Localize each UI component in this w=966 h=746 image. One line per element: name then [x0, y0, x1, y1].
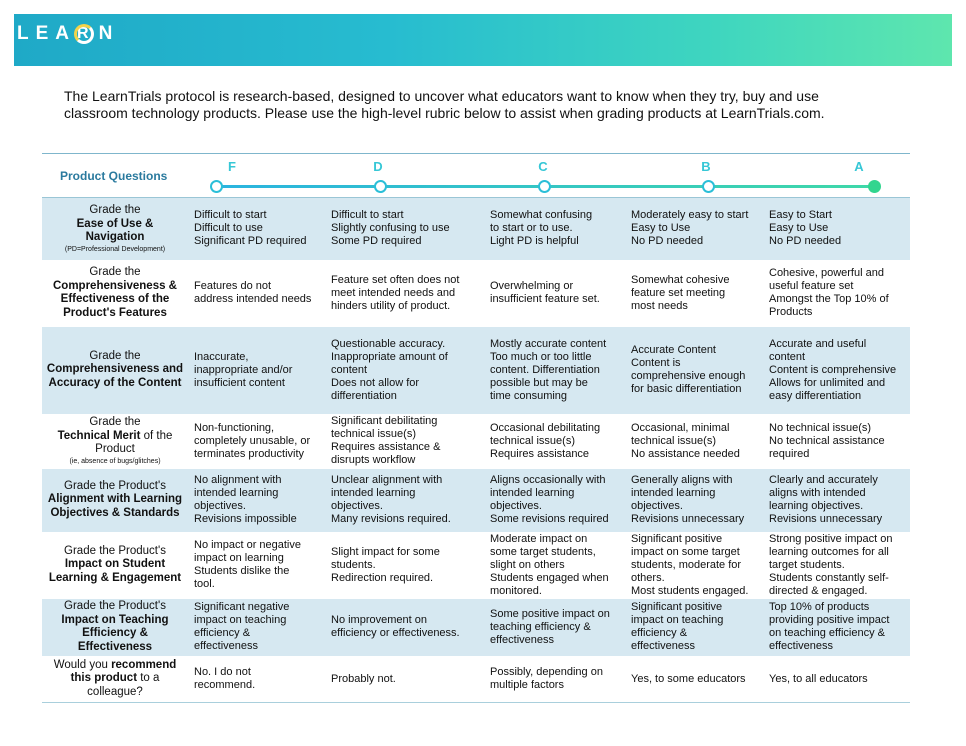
question-cell [42, 260, 188, 326]
question-cell [42, 326, 188, 414]
grade-cell-c: Possibly, depending on multiple factors [484, 656, 625, 702]
grade-cell-b: Somewhat cohesive feature set meeting most needs [625, 260, 763, 326]
grade-cell-c: Aligns occasionally with intended learning objectives. Some revisions required [484, 468, 625, 532]
question-criterion: Comprehensiveness and Accuracy of the Content [46, 363, 184, 389]
grade-label-f: F [228, 159, 236, 174]
grade-dot-b [702, 180, 715, 193]
grade-dot-d [374, 180, 387, 193]
grade-cell-a: Strong positive impact on learning outcomes for all target students. Students constantly self- directed & engaged. [763, 532, 910, 598]
question-note: (ie, absence of bugs/glitches) [69, 457, 161, 465]
grade-cell-c: Overwhelming or insufficient feature set. [484, 260, 625, 326]
grade-cell-b: Moderately easy to start Easy to Use No PD needed [625, 198, 763, 260]
grade-cell-b: Occasional, minimal technical issue(s) No assistance needed [625, 414, 763, 468]
grade-cell-b: Significant positive impact on teaching efficiency & effectiveness [625, 598, 763, 656]
rubric-row [42, 598, 910, 656]
question-criterion: Ease of Use & Navigation [76, 217, 154, 243]
grade-cell-a: Cohesive, powerful and useful feature set Amongst the Top 10% of Products [763, 260, 910, 326]
grade-cell-d: Unclear alignment with intended learning objectives. Many revisions required. [325, 468, 484, 532]
question-suffix: to a colleague? [87, 672, 160, 698]
grade-cell-c: Occasional debilitating technical issue(s) Requires assistance [484, 414, 625, 468]
question-criterion: Technical Merit [57, 429, 141, 442]
rubric-top-rule [42, 153, 910, 154]
question-criterion: recommend this product [70, 658, 177, 685]
learn-logo: LEA R N [17, 23, 120, 44]
rubric-row [42, 260, 910, 326]
grade-cell-a: No technical issue(s) No technical assistance required [763, 414, 910, 468]
grade-cell-b: Accurate Content Content is comprehensive enough for basic differentiation [625, 326, 763, 414]
question-prefix: Grade the Product's [64, 600, 166, 612]
grade-cell-f: Features do not address intended needs [188, 260, 325, 326]
question-prefix: Grade the [89, 349, 141, 362]
grade-cell-d: No improvement on efficiency or effectiveness. [325, 598, 484, 656]
rubric-row [42, 326, 910, 414]
grade-cell-d: Probably not. [325, 656, 484, 702]
grade-cell-a: Top 10% of products providing positive impact on teaching efficiency & effectiveness [763, 598, 910, 656]
grade-cell-d: Questionable accuracy. Inappropriate amount of content Does not allow for differentiation [325, 326, 484, 414]
question-cell [42, 598, 188, 656]
question-cell [42, 198, 188, 260]
question-criterion: Impact on Teaching Efficiency & Effectiveness [61, 613, 169, 653]
question-criterion: Comprehensiveness & Effectiveness of the Product's Features [53, 279, 177, 319]
question-note: (PD=Professional Development) [64, 245, 166, 253]
grade-cell-a: Yes, to all educators [763, 656, 910, 702]
question-cell [42, 414, 188, 468]
question-prefix: Grade the Product's [64, 479, 166, 492]
question-suffix: of the Product [95, 429, 173, 456]
rubric-row [42, 468, 910, 532]
question-prefix: Grade the Product's [64, 544, 166, 557]
product-questions-header: Product Questions [60, 169, 168, 183]
grade-cell-d: Difficult to start Slightly confusing to use Some PD required [325, 198, 484, 260]
grade-cell-a: Clearly and accurately aligns with intended learning objectives. Revisions unnecessary [763, 468, 910, 532]
rubric-row [42, 656, 910, 702]
question-criterion: Impact on Student Learning & Engagement [48, 558, 182, 584]
grade-cell-b: Yes, to some educators [625, 656, 763, 702]
question-prefix: Grade the [89, 204, 141, 216]
grade-cell-c: Moderate impact on some target students, slight on others Students engaged when monitored. [484, 532, 625, 598]
grade-dot-c [538, 180, 551, 193]
grade-cell-d: Slight impact for some students. Redirection required. [325, 532, 484, 598]
logo-ring-icon [74, 24, 94, 44]
grade-cell-f: No alignment with intended learning objectives. Revisions impossible [188, 468, 325, 532]
rubric-row [42, 532, 910, 598]
question-prefix: Would you [53, 658, 112, 671]
grade-label-c: C [538, 159, 548, 174]
question-cell [42, 656, 188, 702]
grade-cell-d: Significant debilitating technical issue(s) Requires assistance & disrupts workflow [325, 414, 484, 468]
question-criterion: Alignment with Learning Objectives & Standards [47, 493, 183, 519]
grade-label-a: A [854, 159, 864, 174]
grade-cell-c: Some positive impact on teaching efficiency & effectiveness [484, 598, 625, 656]
grade-cell-b: Generally aligns with intended learning objectives. Revisions unnecessary [625, 468, 763, 532]
question-prefix: Grade the [89, 266, 141, 278]
rubric-row [42, 198, 910, 260]
grade-cell-f: No impact or negative impact on learning Students dislike the tool. [188, 532, 325, 598]
grade-cell-f: No. I do not recommend. [188, 656, 325, 702]
grade-cell-a: Easy to Start Easy to Use No PD needed [763, 198, 910, 260]
intro-paragraph: The LearnTrials protocol is research-based, designed to uncover what educators want to know when they try, buy and use classroom technology products. Please use the high-level rubric below to assist when grading products at LearnTrials.com. [64, 88, 825, 121]
header-banner [14, 14, 952, 66]
grade-cell-f: Difficult to start Difficult to use Significant PD required [188, 198, 325, 260]
grade-cell-f: Significant negative impact on teaching efficiency & effectiveness [188, 598, 325, 656]
grading-rubric [42, 153, 910, 701]
grade-cell-a: Accurate and useful content Content is comprehensive Allows for unlimited and easy differentiation [763, 326, 910, 414]
grade-label-b: B [701, 159, 711, 174]
grade-dot-f [210, 180, 223, 193]
rubric-row [42, 414, 910, 468]
grade-cell-c: Somewhat confusing to start or to use. Light PD is helpful [484, 198, 625, 260]
rubric-table [42, 198, 910, 703]
grade-cell-c: Mostly accurate content Too much or too little content. Differentiation possible but may be time consuming [484, 326, 625, 414]
grade-label-d: D [373, 159, 383, 174]
question-prefix: Grade the [89, 416, 141, 429]
grade-cell-f: Inaccurate, inappropriate and/or insufficient content [188, 326, 325, 414]
grade-cell-d: Feature set often does not meet intended needs and hinders utility of product. [325, 260, 484, 326]
grade-cell-b: Significant positive impact on some target students, moderate for others. Most students engaged. [625, 532, 763, 598]
question-cell [42, 532, 188, 598]
grade-cell-f: Non-functioning, completely unusable, or terminates productivity [188, 414, 325, 468]
question-cell [42, 468, 188, 532]
grade-dot-a [868, 180, 881, 193]
